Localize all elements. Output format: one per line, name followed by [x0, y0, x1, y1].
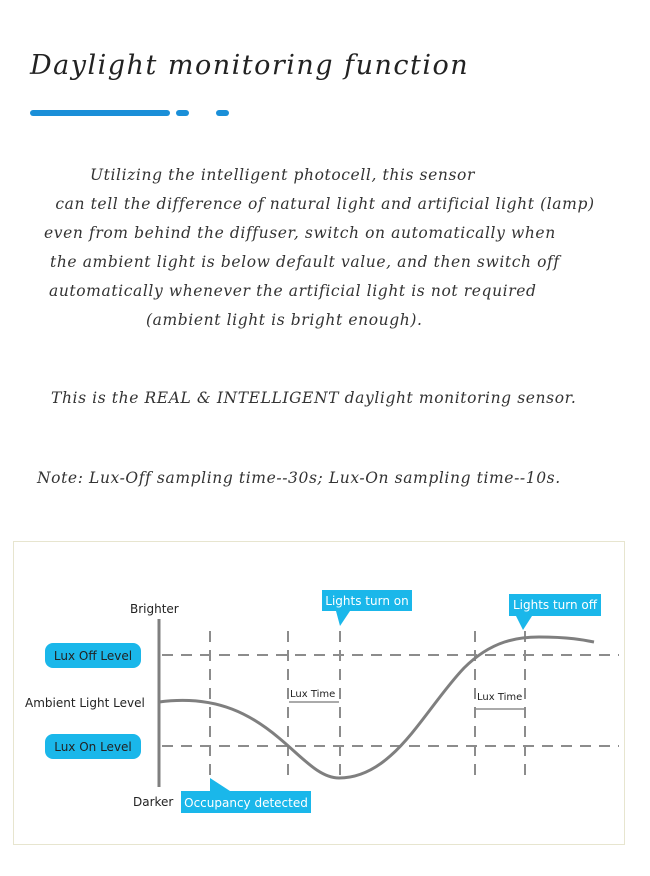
description-line: automatically whenever the artificial light is not required [49, 282, 537, 300]
brighter-label: Brighter [130, 602, 179, 616]
daylight-diagram [13, 541, 625, 845]
title-underline-dot-2 [216, 110, 229, 116]
description-line: (ambient light is bright enough). [146, 311, 423, 329]
lights-on-callout-pointer [336, 611, 350, 626]
title-underline-dot-1 [176, 110, 189, 116]
description-line: can tell the difference of natural light and artificial light (lamp) [55, 195, 595, 213]
ambient-light-curve [159, 637, 594, 778]
lights-off-label: Lights turn off [512, 598, 598, 612]
lux-off-level-label: Lux Off Level [53, 649, 133, 663]
lux-time-label-2: Lux Time [477, 692, 523, 703]
tagline: This is the REAL & INTELLIGENT daylight monitoring sensor. [51, 389, 577, 407]
page-title: Daylight monitoring function [30, 50, 470, 81]
lux-on-level-label: Lux On Level [54, 740, 132, 754]
diagram-svg [14, 542, 626, 846]
description-line: Utilizing the intelligent photocell, this sensor [90, 166, 475, 184]
description-line: the ambient light is below default value, and then switch off [50, 253, 560, 271]
title-underline-bar [30, 110, 170, 116]
lights-on-label: Lights turn on [325, 594, 409, 608]
description-line: even from behind the diffuser, switch on automatically when [44, 224, 556, 242]
ambient-light-level-label: Ambient Light Level [25, 696, 145, 710]
sampling-note: Note: Lux-Off sampling time--30s; Lux-On sampling time--10s. [37, 469, 561, 487]
occupancy-label: Occupancy detected [184, 796, 308, 810]
occupancy-callout-pointer [210, 778, 230, 791]
lights-off-callout-pointer [516, 616, 532, 630]
darker-label: Darker [133, 795, 174, 809]
lux-time-label-1: Lux Time [290, 689, 336, 700]
